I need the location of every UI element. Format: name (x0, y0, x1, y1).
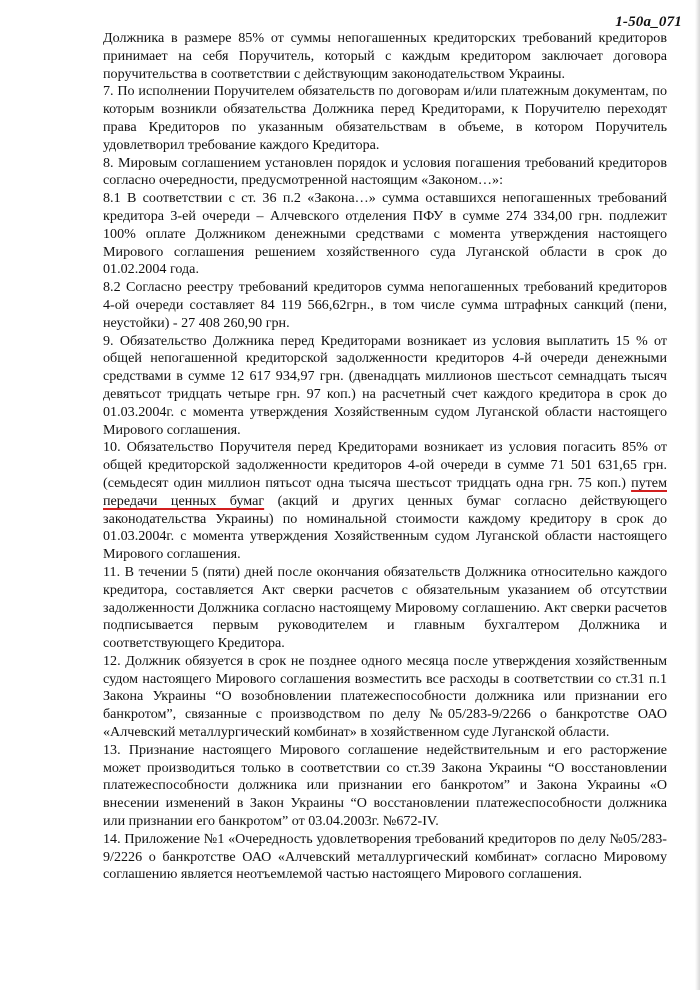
paragraph-11: 11. В течении 5 (пяти) дней после окончания обязательств Должника относительно каждого кредитора, составляется Акт сверки расчетов с обязательным указанием об отсутствии задолженности Должника согласно настоящему Мировому соглашению. Акт сверки расчетов подписывается первым руководителем и главным бухгалтером Должника и соответствующего Кредитора. (103, 563, 667, 652)
page-reference-number: 1-50a_071 (615, 14, 682, 30)
paragraph-10 (103, 439, 667, 564)
paragraph-13: 13. Признание настоящего Мирового соглашение недействительным и его расторжение может производиться только в соответствии со ст.39 Закона Украины “О восстановлении платежеспособности должника или признании его банкротом” и Закона Украины «О внесении изменений в Закон Украины “О восстановлении платежеспособности должника или признании его банкротом” от 03.04.2003г. №672-IV. (103, 741, 667, 830)
paragraph-14: 14. Приложение №1 «Очередность удовлетворения требований кредиторов по делу №05/283-9/2226 о банкротстве ОАО «Алчевский металлургический комбинат» согласно Мировому соглашению является неотъемлемой частью настоящего Мирового соглашения. (103, 830, 667, 883)
underlined-phrase: путем передачи ценных бумаг (103, 474, 667, 509)
document-body (103, 30, 667, 884)
paragraph-8-2: 8.2 Согласно реестру требований кредиторов сумма непогашенных требований кредиторов 4-ой очереди составляет 84 119 566,62грн., в том числе сумма штрафных санкций (пени, неустойки) - 27 408 260,90 грн. (103, 279, 667, 331)
paragraph-8-1: 8.1 В соответствии с ст. 36 п.2 «Закона…» сумма оставшихся непогашенных требований кредитора 3-ей очереди – Алчевского отделения ПФУ в сумме 274 334,00 грн. подлежит 100% оплате Должником денежными средствами с момента утверждения настоящего Мирового соглашения решением хозяйственного суда Луганской области в срок до 01.02.2004 года. (103, 190, 667, 278)
paragraph-9: 9. Обязательство Должника перед Кредиторами возникает из условия выплатить 15 % от общей непогашенной кредиторской задолженности кредиторов 4-й очереди денежными средствами в сумме 12 617 934,97 грн. (двенадцать миллионов шестьсот семнадцать тысяч девятьсот тридцать четыре грн. 97 коп.) на расчетный счет каждого кредитора в срок до 01.03.2004г. с момента утверждения Хозяйственным судом Луганской области настоящего Мирового соглашения. (103, 332, 667, 438)
paragraph-6-continuation: Должника в размере 85% от суммы непогашенных кредиторских требований кредиторов принимает на себя Поручитель, который с каждым кредитором заключает договора поручительства в соответствии с действующим законодательством Украины. (103, 30, 667, 82)
paragraph-8: 8. Мировым соглашением установлен порядок и условия погашения требований кредиторов согласно очередности, предусмотренной настоящим «Законом…»: (103, 154, 667, 189)
scan-edge-shadow (695, 0, 700, 990)
paragraph-12: 12. Должник обязуется в срок не позднее одного месяца после утверждения хозяйственным судом настоящего Мирового соглашения возместить все расходы в соответствии со ст.31 п.1 Закона Украины “О возобновлении платежеспособности должника или признании его банкротом”, связанные с производством по делу №05/283-9/2266 о банкротстве ОАО «Алчевский металлургический комбинат» в хозяйственном суде Луганской области. (103, 652, 667, 741)
paragraph-10-before: 10. Обязательство Поручителя перед Кредиторами возникает из условия погасить 85% от общей кредиторской задолженности кредиторов 4-ой очереди в сумме 71 501 631,65 грн. (семьдесят один миллион пятьсот одна тысяча шестьсот тридцать одна грн. 75 коп.) (103, 439, 667, 491)
paragraph-7: 7. По исполнении Поручителем обязательств по договорам и/или платежным документам, по которым возникли обязательства Должника перед Кредиторами, к Поручителю переходят права Кредиторов по указанным обязательствам в объеме, в котором Поручитель удовлетворил требование каждого Кредитора. (103, 83, 667, 153)
paragraph-10-after: (акций и других ценных бумаг согласно действующего законодательства Украины) по номинальной стоимости каждому кредитору в срок до 01.03.2004г. с момента утверждения Хозяйственным судом Луганской области настоящего Мирового соглашения. (103, 492, 667, 563)
